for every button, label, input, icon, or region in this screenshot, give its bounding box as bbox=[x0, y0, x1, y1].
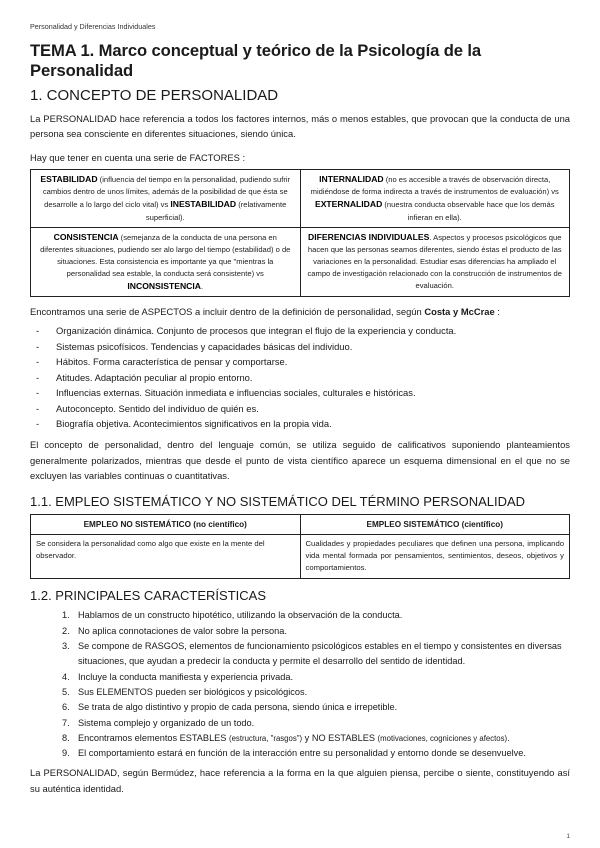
employ-table bbox=[30, 514, 570, 580]
item-number: 6. bbox=[62, 702, 70, 713]
item-number: 9. bbox=[62, 748, 70, 759]
item-text: Se trata de algo distintivo y propio de cada persona, siendo única e irrepetible. bbox=[78, 702, 398, 713]
factor-opposite: INCONSISTENCIA bbox=[127, 280, 201, 291]
employ-nonsystematic-header: EMPLEO NO SISTEMÁTICO (no científico) bbox=[31, 514, 301, 534]
factor-desc: (no es accesible a través de observación directa, midiéndose de forma indirecta a través de instrumentos de evaluación) vs bbox=[310, 175, 559, 197]
item-text: No aplica connotaciones de valor sobre la persona. bbox=[78, 625, 287, 636]
factor-term: DIFERENCIAS INDIVIDUALES bbox=[308, 231, 430, 242]
aspects-authors: Costa y McCrae bbox=[424, 306, 495, 318]
factors-table bbox=[30, 169, 570, 297]
list-item bbox=[30, 746, 570, 761]
list-item: - Atitudes. Adaptación peculiar al propio entorno. bbox=[30, 370, 570, 385]
factor-term: ESTABILIDAD bbox=[40, 174, 98, 185]
item-text: Sus ELEMENTOS pueden ser biológicos y psicológicos. bbox=[78, 686, 308, 697]
item-note: (estructura, "rasgos") bbox=[228, 733, 303, 743]
list-item bbox=[30, 624, 570, 639]
section-1-2-heading: 1.2. PRINCIPALES CARACTERÍSTICAS bbox=[30, 588, 266, 604]
aspects-list bbox=[30, 323, 570, 431]
employ-nonsystematic-text: Se considera la personalidad como algo que existe en la mente del observador. bbox=[31, 534, 301, 579]
section-1-intro: La PERSONALIDAD hace referencia a todos los factores internos, más o menos estables, que provocan que la conducta de una persona sea consciente en diferentes situaciones, siendo única. bbox=[30, 113, 570, 140]
list-item bbox=[30, 685, 570, 700]
employ-systematic-text: Cualidades y propiedades peculiares que definen una persona, implicando vida mental formada por pensamientos, sentimientos, deseos, objetivos y comportamientos. bbox=[300, 534, 570, 579]
employ-systematic-header: EMPLEO SISTEMÁTICO (científico) bbox=[300, 514, 570, 534]
item-text: y NO ESTABLES bbox=[302, 732, 378, 743]
running-header: Personalidad y Diferencias Individuales bbox=[30, 22, 156, 31]
aspects-lead-text: Encontramos una serie de ASPECTOS a incluir dentro de la definición de personalidad, según bbox=[30, 306, 425, 318]
item-text: Incluye la conducta manifiesta y experiencia privada. bbox=[78, 671, 294, 682]
item-text: Se compone de RASGOS, elementos de funcionamiento psicológicos estables en el tiempo y consistentes en diversas situaciones, que ayudan a predecir la conducta y permite el desarrollo del sentido de identidad. bbox=[78, 641, 562, 667]
item-text: Encontramos elementos ESTABLES bbox=[78, 732, 229, 743]
list-item bbox=[30, 639, 570, 670]
list-item bbox=[30, 731, 570, 746]
factor-tail: (relativamente superficial). bbox=[145, 200, 287, 222]
item-number: 4. bbox=[62, 671, 70, 682]
item-number: 1. bbox=[62, 610, 70, 621]
item-number: 5. bbox=[62, 686, 70, 697]
aspects-lead-tail: : bbox=[494, 306, 500, 318]
factor-opposite: EXTERNALIDAD bbox=[314, 199, 383, 210]
characteristics-list bbox=[30, 608, 570, 761]
factor-consistency-cell bbox=[31, 227, 301, 296]
page-title: TEMA 1. Marco conceptual y teórico de la Psicología de la Personalidad bbox=[30, 41, 482, 80]
list-item bbox=[30, 716, 570, 731]
factor-term: INTERNALIDAD bbox=[319, 174, 384, 185]
item-number: 7. bbox=[62, 717, 70, 728]
page-number: 1 bbox=[566, 833, 570, 840]
factors-lead: Hay que tener en cuenta una serie de FACTORES : bbox=[30, 151, 246, 163]
list-item bbox=[30, 700, 570, 715]
section-1-1-heading: 1.1. EMPLEO SISTEMÁTICO Y NO SISTEMÁTICO DEL TÉRMINO PERSONALIDAD bbox=[30, 493, 526, 509]
list-item: - Organización dinámica. Conjunto de procesos que integran el flujo de la experiencia y conducta. bbox=[30, 323, 570, 338]
item-text: . bbox=[507, 732, 510, 743]
aspects-lead bbox=[30, 304, 570, 319]
factor-stability-cell bbox=[31, 170, 301, 227]
factor-tail: (nuestra conducta observable hace que los demás infieran en ella). bbox=[382, 200, 555, 222]
section-1-closing: El concepto de personalidad, dentro del lenguaje común, se utiliza seguido de calificativos suponiendo planteamientos generalmente polarizados, mientras que desde el punto de vista científico aparece un esquema dimensional en el que no se excluyen las variables continuas o cuantitativas. bbox=[30, 439, 570, 482]
list-item bbox=[30, 670, 570, 685]
section-1-heading: 1. CONCEPTO DE PERSONALIDAD bbox=[30, 87, 279, 104]
factor-internality-cell bbox=[300, 170, 570, 227]
factor-desc: . Aspectos y procesos psicológicos que hacen que las personas seamos diferentes, siendo éstas el producto de las variaciones en la personalidad. Estudiar esas diferencias ha ampliado el campo de investigación relacionado con la construcción de instrumentos de evaluación. bbox=[307, 232, 563, 290]
list-item: - Autoconcepto. Sentido del individuo de quién es. bbox=[30, 401, 570, 416]
list-item bbox=[30, 608, 570, 623]
item-text: El comportamiento estará en función de la interacción entre su personalidad y entorno donde se desenvuelve. bbox=[78, 748, 526, 759]
item-number: 2. bbox=[62, 625, 70, 636]
factor-tail: . bbox=[200, 281, 204, 291]
item-text: Sistema complejo y organizado de un todo. bbox=[78, 717, 255, 728]
item-number: 3. bbox=[62, 641, 70, 652]
item-text: Hablamos de un constructo hipotético, utilizando la observación de la conducta. bbox=[78, 610, 403, 621]
list-item: - Influencias externas. Situación inmediata e influencias sociales, culturales e históricas. bbox=[30, 385, 570, 400]
factor-desc: (influencia del tiempo en la personalidad, pudiendo sufrir cambios dentro de unos límites, además de la posibilidad de que ésta se desarrolle a lo largo del ciclo vital) vs bbox=[42, 175, 291, 210]
list-item: - Hábitos. Forma característica de pensar y comportarse. bbox=[30, 354, 570, 369]
factor-desc: (semejanza de la conducta de una persona en diferentes situaciones, pudiendo ser alo largo del tiempo (estabilidad) o de situaciones. Esta consistencia es importante ya que "mientras la personalidad sea estable, la conducta será consistente) vs bbox=[40, 232, 291, 278]
factor-opposite: INESTABILIDAD bbox=[170, 199, 237, 210]
item-note: (motivaciones, cogniciones y afectos) bbox=[377, 733, 508, 743]
factor-term: CONSISTENCIA bbox=[53, 231, 119, 242]
item-number: 8. bbox=[62, 732, 70, 743]
section-1-2-closing: La PERSONALIDAD, según Bermúdez, hace referencia a la forma en la que alguien piensa, percibe o siente, constituyendo así su auténtica identidad. bbox=[30, 767, 570, 794]
list-item: - Biografía objetiva. Acontecimientos significativos en la propia vida. bbox=[30, 416, 570, 431]
list-item: - Sistemas psicofísicos. Tendencias y capacidades básicas del individuo. bbox=[30, 339, 570, 354]
factor-differences-cell bbox=[300, 227, 570, 296]
